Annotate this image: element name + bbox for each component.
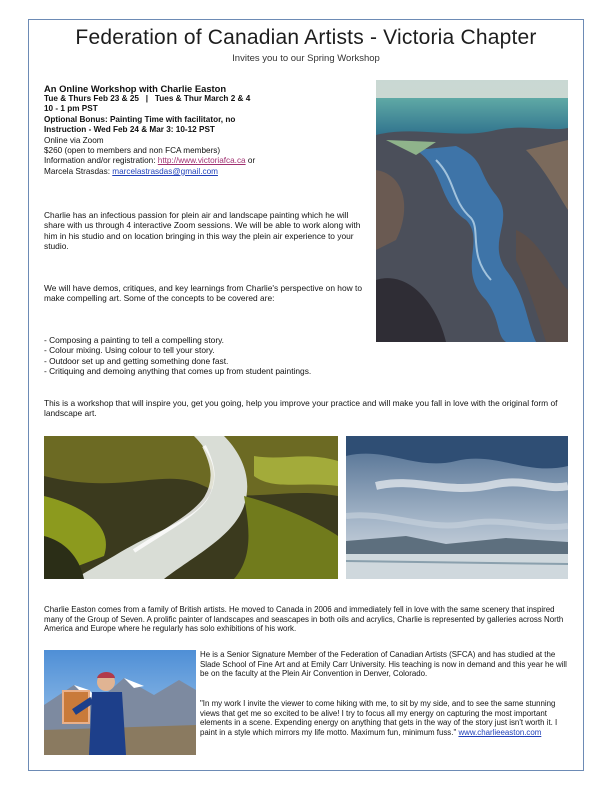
optional-bonus-line1: Optional Bonus: Painting Time with facilitator, no (44, 114, 236, 124)
registration-suffix: or (245, 156, 256, 166)
concept-item: - Outdoor set up and getting something done fast. (44, 355, 229, 366)
concepts-intro: We will have demos, critiques, and key learnings from Charlie's perspective on how to make compelling art. Some of the concepts to be covered are: (44, 283, 362, 304)
workshop-dates: Tue & Thurs Feb 23 & 25 | Tues & Thur March 2 & 4 (44, 94, 251, 103)
registration-link[interactable]: http://www.victoriafca.ca (157, 156, 246, 166)
workshop-venue: Online via Zoom (44, 135, 104, 145)
concept-item: - Composing a painting to tell a compelling story. (44, 335, 224, 345)
website-link[interactable]: www.charlieeaston.com (458, 727, 542, 737)
contact-line (44, 167, 364, 177)
workshop-info (44, 83, 364, 177)
workshop-heading: An Online Workshop with Charlie Easton (44, 83, 227, 94)
optional-bonus-line2: Instruction - Wed Feb 24 & Mar 3: 10-12 PST (44, 125, 215, 135)
concept-item: - Critiquing and demoing anything that comes up from student paintings. (44, 366, 312, 377)
waterfall-painting (44, 436, 338, 579)
artist-quote (200, 699, 570, 737)
bio-credentials: He is a Senior Signature Member of the Federation of Canadian Artists (SFCA) and has studied at the Slade School of Fine Art and at Emily Carr University. His teaching is now in demand and this year he will be on the faculty at the Plein Air Convention in Denver, Colorado. (200, 650, 567, 679)
seascape-painting (376, 80, 568, 342)
intro-paragraph: Charlie has an infectious passion for plein air and landscape painting which he will share with us through 4 interactive Zoom sessions. We will be able to work along with him in his studio and on location bringing in this way the plein air experience to your studio. (44, 210, 361, 252)
sky-landscape-painting (346, 436, 568, 579)
bio-paragraph: Charlie Easton comes from a family of British artists. He moved to Canada in 2006 and immediately fell in love with the same scenery that inspired many of the Group of Seven. A prolific painter of landscapes and seascapes in both oils and acrylics, Charlie is represented by galleries across North America and Europe where he regularly has solo exhibitions of his work. (44, 605, 564, 634)
workshop-time: 10 - 1 pm PST (44, 104, 98, 114)
inspire-paragraph: This is a workshop that will inspire you, get you going, help you improve your practice and will make you fall in love with the original form of landscape art. (44, 398, 558, 419)
contact-prefix: Marcela Strasdas: (44, 166, 113, 176)
contact-email-link[interactable]: marcelastrasdas@gmail.com (112, 166, 218, 176)
artist-photo (44, 650, 196, 755)
page-title: Federation of Canadian Artists - Victoria Chapter (75, 26, 537, 49)
concept-item: - Colour mixing. Using colour to tell your story. (44, 345, 215, 356)
workshop-price: $260 (open to members and non FCA members) (44, 146, 221, 156)
registration-prefix: Information and/or registration: (44, 156, 158, 166)
quote-text: "In my work I invite the viewer to come hiking with me, to sit by my side, and to see the same stunning views that get me so excited to be alive! I try to focus all my energy on capturing the most important elements in a scene. Expending energy on anything that gets in the way of the story just isn't worth it. I paint in a style which mirrors my life motto. Maximum fun, minimum fuss." (200, 699, 558, 737)
page-subtitle: Invites you to our Spring Workshop (232, 53, 380, 64)
registration-line (44, 156, 364, 166)
